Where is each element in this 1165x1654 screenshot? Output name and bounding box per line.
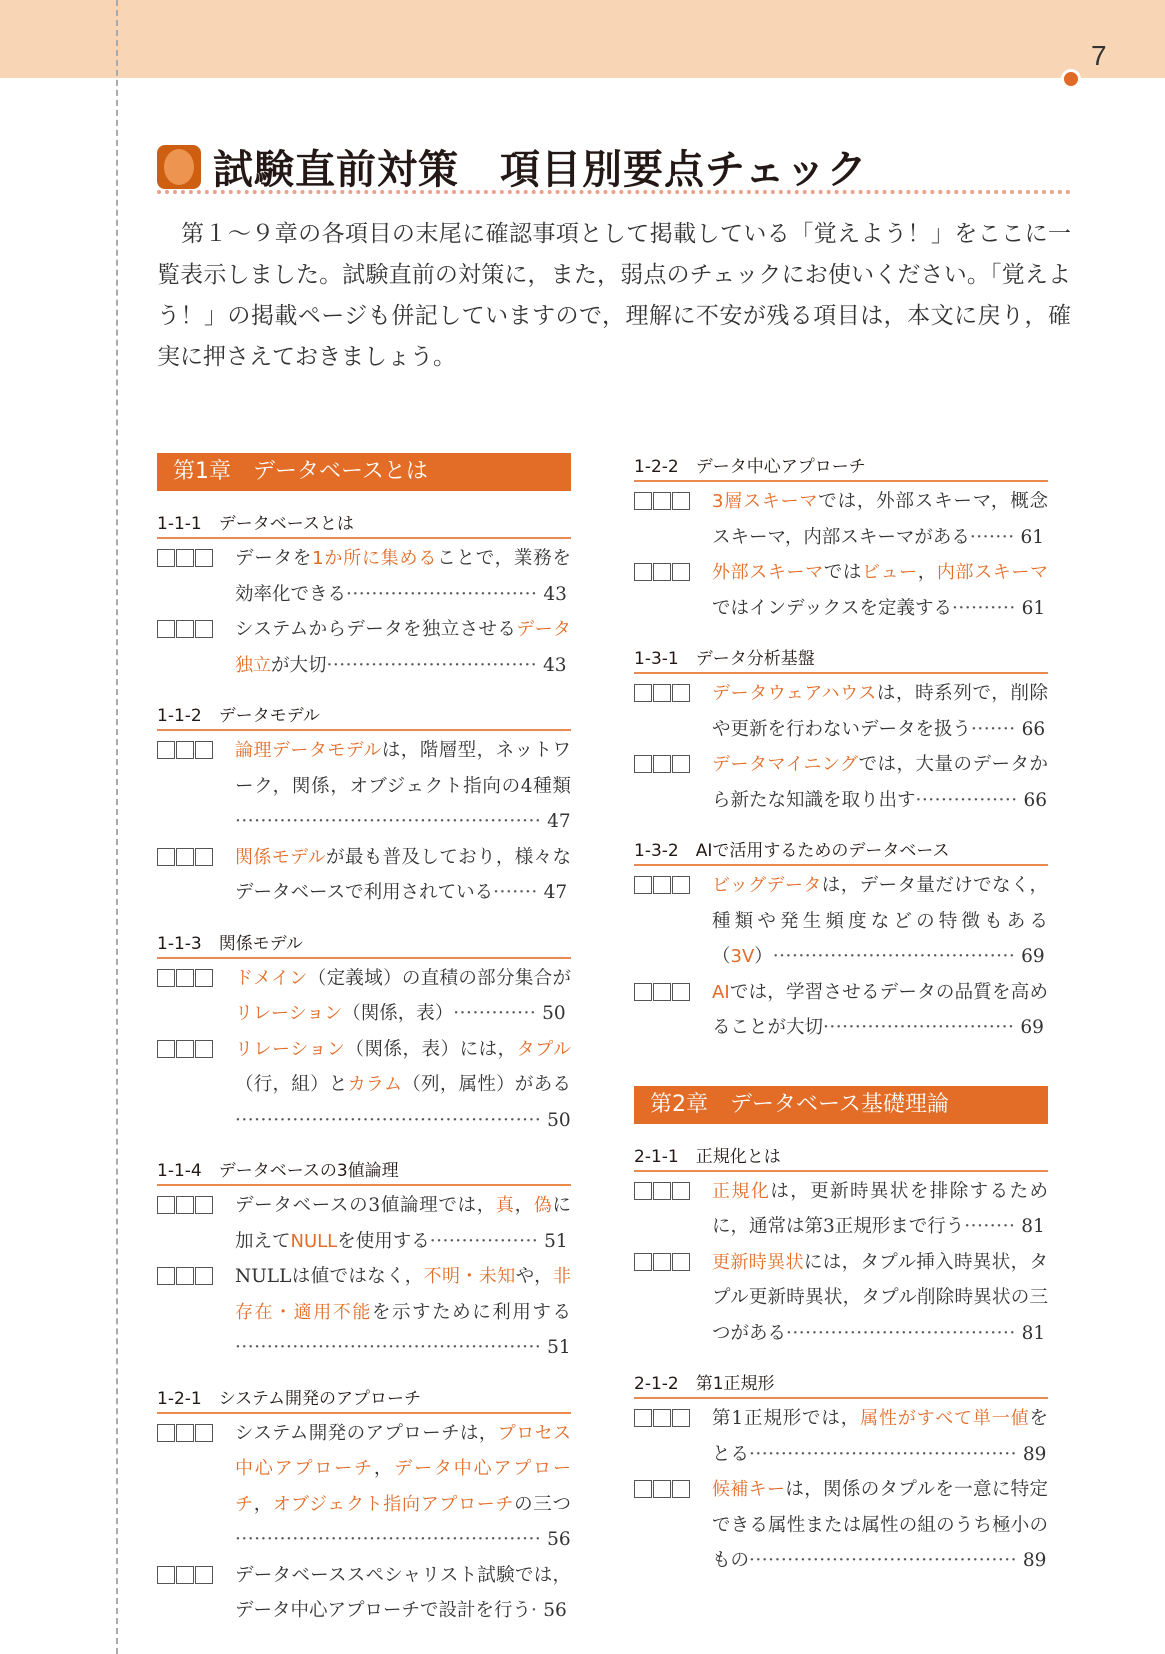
item-text [712,868,1048,975]
checkbox[interactable] [176,620,194,638]
page-number: 7 [1091,40,1107,71]
checklist-item [157,1032,571,1139]
checkbox[interactable] [195,1566,213,1584]
checkbox[interactable] [634,983,652,1001]
checkbox[interactable] [176,848,194,866]
checkbox[interactable] [634,492,652,510]
dot-leader: ········ [964,1216,1016,1237]
page-reference: 66 [1015,718,1046,740]
checkbox[interactable] [195,969,213,987]
checkboxes [634,1472,712,1500]
checkboxes [157,1188,235,1216]
checklist-item [157,1259,571,1366]
dot-leader: ·········································· [749,1443,1018,1465]
checkbox[interactable] [176,1566,194,1584]
dot-leader: ···································· [786,1322,1016,1344]
item-text-segment: の三つ [514,1493,571,1515]
item-text-segment: 第1正規形では， [712,1408,861,1429]
checklist-item [634,1174,1048,1245]
checkbox[interactable] [176,1040,194,1058]
item-text-segment: や， [515,1266,554,1287]
highlight-term: データ独立 [235,619,571,676]
page-reference: 89 [1017,1443,1047,1465]
checkbox[interactable] [157,620,175,638]
title-bullet-icon [157,145,201,189]
section-heading: 2-1-2 第1正規形 [634,1369,1048,1399]
checklist-item [157,612,571,683]
checkbox[interactable] [672,1253,690,1271]
item-text-segment: をとる [712,1408,1048,1465]
page-reference: 47 [537,882,568,903]
item-text-segment: ） [754,946,773,967]
checkbox[interactable] [176,1267,194,1285]
left-column [157,453,571,1629]
highlight-term: 内部スキーマ [936,562,1048,583]
dot-leader: ······························ [823,1017,1015,1038]
checkbox[interactable] [672,1409,690,1427]
page-reference: 51 [541,1337,571,1358]
checkbox[interactable] [176,549,194,567]
page-reference: 47 [541,811,571,832]
checkbox[interactable] [195,620,213,638]
page-reference: 50 [536,1003,566,1024]
checkbox[interactable] [195,1040,213,1058]
item-text-segment: が大切 [271,654,327,676]
section-heading: 1-3-2 AIで活用するためのデータベース [634,836,1048,866]
checkbox[interactable] [176,741,194,759]
page-reference: 69 [1015,946,1045,967]
page-reference: 89 [1017,1550,1047,1571]
item-text-segment: システム開発のアプローチは， [235,1422,498,1444]
checklist-item [634,1472,1048,1579]
highlight-term: 更新時異状 [712,1251,804,1273]
checklist-item [157,840,571,911]
highlight-term: 属性がすべて単一値 [860,1408,1030,1429]
item-text-segment: （行，組）と [235,1074,348,1095]
checkbox[interactable] [157,969,175,987]
checkbox[interactable] [634,1480,652,1498]
page-reference: 56 [541,1529,571,1550]
checkbox[interactable] [176,1424,194,1442]
checkboxes [157,840,235,868]
checkbox[interactable] [653,563,671,581]
item-text-segment: NULLは値ではなく， [235,1266,424,1287]
section-heading: 1-1-2 データモデル [157,701,571,731]
highlight-term: オブジェクト指向アプローチ [272,1493,515,1515]
highlight-term: リレーション [235,1003,343,1024]
checkbox[interactable] [672,755,690,773]
checklist-item [634,747,1048,818]
checkboxes [157,541,235,569]
checkbox[interactable] [634,1182,652,1200]
item-text-segment: データベーススペシャリスト試験では，データ中心アプローチで設計を行う [235,1564,571,1621]
page-reference: 66 [1017,789,1048,811]
dot-leader: ······································ [772,946,1016,967]
item-text-segment: （列，属性）がある [402,1074,571,1095]
page-reference: 69 [1014,1017,1044,1038]
highlight-term: 関係モデル [235,846,326,868]
page-reference: 61 [1015,597,1046,619]
highlight-term: データ中心アプローチ [235,1458,571,1515]
checklist-item [634,555,1048,626]
checkbox[interactable] [653,1409,671,1427]
checkbox[interactable] [195,741,213,759]
page-reference: 50 [541,1109,571,1131]
dot-leader: ················································ [235,1337,542,1358]
checkbox[interactable] [157,848,175,866]
checkbox[interactable] [672,684,690,702]
intro-paragraph: 第１～９章の各項目の末尾に確認事項として掲載している「覚えよう！」をここに一覧表示しました。試験直前の対策に，また，弱点のチェックにお使いください。「覚えよう！」の掲載ページも併記していますので，理解に不安が残る項目は，本文に戻り，確実に押さえておきましょう。 [157,221,1071,370]
item-text-segment: （関係，表）には， [345,1038,517,1060]
checkbox[interactable] [653,1253,671,1271]
item-text [712,1472,1048,1579]
checklist-item [157,1558,571,1629]
dot-leader: ······· [493,882,538,903]
item-text [235,612,571,683]
checkbox[interactable] [157,1196,175,1214]
item-text-segment: では，外部スキーマ，概念スキーマ，内部スキーマがある [712,491,1048,548]
item-text [712,676,1048,747]
highlight-term: データウェアハウス [712,683,877,704]
checklist-item [634,484,1048,555]
item-text [712,555,1048,626]
checkbox[interactable] [634,563,652,581]
item-text-segment: （定義域）の直積の部分集合が [307,967,571,989]
item-text [712,1245,1048,1352]
checkbox[interactable] [672,1480,690,1498]
item-text [712,975,1048,1046]
highlight-term: 真 [495,1195,515,1216]
item-text-segment: が最も普及しており，様々なデータベースで利用されている [235,846,571,903]
checkbox[interactable] [176,1196,194,1214]
checkboxes [157,1416,235,1444]
checkbox[interactable] [157,1040,175,1058]
checkbox[interactable] [195,1267,213,1285]
checkboxes [634,484,712,512]
item-text [235,961,571,1032]
checkbox[interactable] [195,1196,213,1214]
checkbox[interactable] [634,876,652,894]
highlight-term: 候補キー [712,1479,786,1500]
highlight-term: プロセス中心アプローチ [235,1422,571,1479]
highlight-term: 1か所に集める [312,548,438,569]
chapter-heading: 第2章 データベース基礎理論 [634,1086,1048,1124]
dot-leader: · [531,1600,538,1621]
dot-leader: ······························ [346,583,538,605]
item-text-segment: では，大量のデータから新たな知識を取り出す [712,754,1048,811]
checkbox[interactable] [176,969,194,987]
item-text [235,840,571,911]
page-reference: 61 [1014,526,1044,548]
item-text [235,1259,571,1366]
checkbox[interactable] [653,492,671,510]
checklist-item [157,1188,571,1259]
item-text-segment: ， [373,1458,395,1479]
page-reference: 43 [537,583,567,605]
checklist-item [157,541,571,612]
item-text [235,1032,571,1139]
dot-leader: ················································ [235,1529,542,1550]
highlight-term: 非存在・適用不能 [235,1266,571,1323]
chapter-heading: 第1章 データベースとは [157,453,571,491]
checkbox[interactable] [653,983,671,1001]
checkboxes [157,733,235,761]
checkbox[interactable] [634,1253,652,1271]
section-heading: 1-1-4 データベースの3値論理 [157,1156,571,1186]
section-heading: 2-1-1 正規化とは [634,1142,1048,1172]
checkbox[interactable] [653,876,671,894]
checkbox[interactable] [653,1480,671,1498]
dot-leader: ······· [969,526,1015,548]
checkbox[interactable] [653,684,671,702]
header-band [0,0,1165,78]
item-text-segment: を示すために利用する [371,1301,571,1323]
item-text-segment: ， [917,562,937,583]
checkbox[interactable] [195,848,213,866]
item-text-segment: は，時系列で，削除や更新を行わないデータを扱う [712,683,1048,740]
highlight-term: タプル [516,1038,571,1060]
checkbox[interactable] [634,1409,652,1427]
checkboxes [157,1032,235,1060]
page-reference: 43 [537,654,567,676]
checkbox[interactable] [653,1182,671,1200]
item-text-segment: ことで，業務を効率化できる [235,548,571,605]
item-text-segment: は，更新時異状を排除するために，通常は第3正規形まで行う [712,1180,1048,1237]
section-heading: 1-1-1 データベースとは [157,509,571,539]
page-title-block [157,138,868,195]
section-heading: 1-2-2 データ中心アプローチ [634,452,1048,482]
checklist-item [634,975,1048,1046]
checkbox[interactable] [634,684,652,702]
checklist-item [157,1416,571,1558]
item-text-segment: ， [253,1493,273,1515]
checkbox[interactable] [672,876,690,894]
item-text-segment: ， [514,1195,534,1216]
checklist-item [634,1245,1048,1352]
checkboxes [157,961,235,989]
dot-leader: ·········································· [749,1550,1018,1571]
item-text [712,1174,1048,1245]
highlight-term: 外部スキーマ [712,562,824,583]
highlight-term: NULL [290,1230,338,1252]
highlight-term: ビュー [861,562,918,583]
checkbox[interactable] [634,755,652,773]
highlight-term: ドメイン [235,967,308,989]
page-reference: 51 [538,1230,568,1252]
dot-leader: ················ [915,789,1018,811]
item-text-segment: システムからデータを独立させる [235,619,517,640]
page-reference: 56 [537,1600,567,1621]
checkbox[interactable] [157,1566,175,1584]
checkboxes [157,1558,235,1586]
checkbox[interactable] [672,492,690,510]
dot-leader: ·········· [951,597,1016,619]
checkboxes [634,1401,712,1429]
highlight-term: AI [712,981,730,1003]
item-text [235,1188,571,1259]
item-text-segment: では [823,562,862,583]
checklist-item [634,1401,1048,1472]
checkboxes [634,868,712,896]
checkbox[interactable] [157,1267,175,1285]
binding-guide-line [116,0,118,1654]
item-text [712,484,1048,555]
item-text-segment: は，階層型，ネットワーク，関係，オブジェクト指向の4種類 [235,740,571,797]
item-text [235,733,571,840]
dot-leader: ················· [429,1230,539,1252]
checkbox[interactable] [653,755,671,773]
item-text-segment: は，データ量だけでなく，種類や発生頻度などの特徴もある（ [712,875,1048,967]
checkboxes [157,1259,235,1287]
item-text-segment: では，学習させるデータの品質を高めることが大切 [712,981,1048,1038]
page-reference: 81 [1015,1322,1046,1344]
dot-leader: ································· [326,654,538,676]
checkboxes [634,975,712,1003]
checkbox[interactable] [195,1424,213,1442]
item-text [712,747,1048,818]
checklist-item [157,733,571,840]
item-text [235,1416,571,1558]
highlight-term: 論理データモデル [235,740,382,761]
highlight-term: 正規化 [712,1180,771,1202]
highlight-term: カラム [347,1074,403,1095]
dot-leader: ············· [453,1003,537,1024]
item-text [235,541,571,612]
checkboxes [634,676,712,704]
section-heading: 1-3-1 データ分析基盤 [634,644,1048,674]
checkboxes [634,555,712,583]
page-reference: 81 [1015,1216,1045,1237]
item-text-segment: は，関係のタプルを一意に特定できる属性または属性の組のうち極小のもの [712,1479,1048,1571]
dot-leader: ······· [971,718,1016,740]
item-text-segment: に加えて [235,1195,571,1252]
checkboxes [157,612,235,640]
checkbox[interactable] [672,1182,690,1200]
page-marker-dot-icon [1061,69,1081,89]
page-title: 試験直前対策 項目別要点チェック [213,147,868,193]
checklist-item [634,868,1048,975]
item-text-segment: ではインデックスを定義する [712,597,952,619]
checklist-item [157,961,571,1032]
highlight-term: 偽 [533,1195,553,1216]
checkbox[interactable] [157,549,175,567]
checkbox[interactable] [157,741,175,759]
highlight-term: ビッグデータ [712,875,822,896]
item-text-segment: には，タプル挿入時異状，タプル更新時異状，タプル削除時異状の三つがある [712,1251,1048,1344]
item-text-segment: データベースの3値論理では， [235,1195,496,1216]
highlight-term: 不明・未知 [423,1266,516,1287]
checkbox[interactable] [672,563,690,581]
highlight-term: データマイニング [712,754,859,775]
checkbox[interactable] [157,1424,175,1442]
highlight-term: 3V [730,946,755,967]
highlight-term: リレーション [235,1038,346,1060]
item-text-segment: を使用する [337,1230,430,1252]
item-text-segment: （関係，表） [342,1003,454,1024]
item-text [712,1401,1048,1472]
section-heading: 1-1-3 関係モデル [157,929,571,959]
dot-leader: ················································ [235,1109,542,1131]
checkboxes [634,1174,712,1202]
checkbox[interactable] [672,983,690,1001]
dot-leader: ················································ [235,811,542,832]
checklist-item [634,676,1048,747]
right-column [634,452,1048,1579]
item-text-segment: データを [235,548,313,569]
item-text [235,1558,571,1629]
section-heading: 1-2-1 システム開発のアプローチ [157,1384,571,1414]
checkbox[interactable] [195,549,213,567]
highlight-term: 3層スキーマ [712,491,819,512]
checkboxes [634,747,712,775]
title-divider [157,190,1071,194]
checkboxes [634,1245,712,1273]
